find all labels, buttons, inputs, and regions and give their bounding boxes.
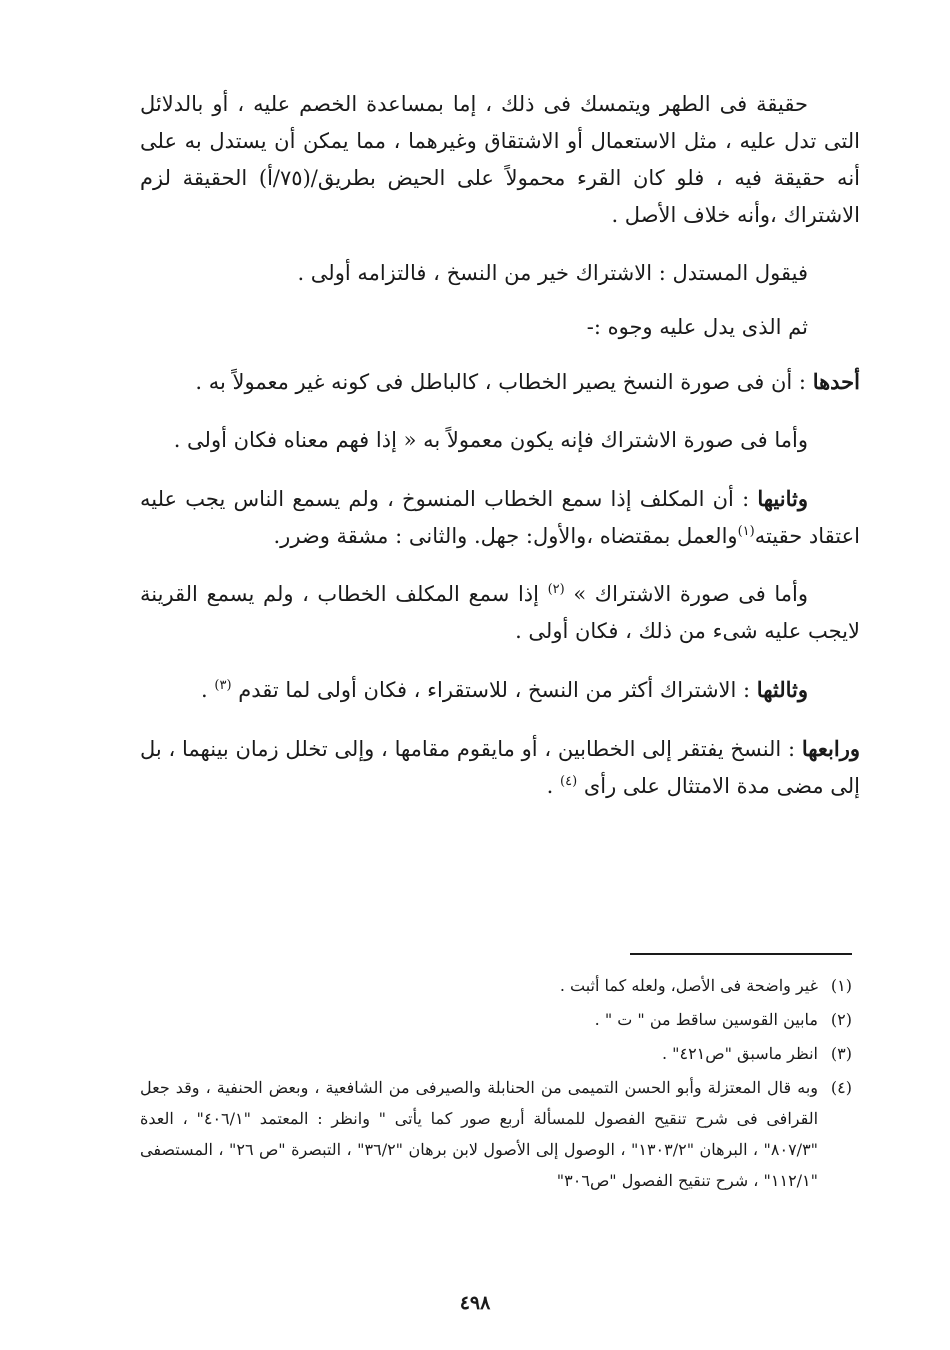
footnote-2-number: (٢) bbox=[830, 1010, 852, 1029]
paragraph-3 bbox=[140, 309, 860, 346]
paragraph-5 bbox=[140, 422, 860, 459]
footnote-4-number: (٤) bbox=[830, 1078, 852, 1097]
footnote-3-text: انظر ماسبق "ص٤٢١" . bbox=[661, 1044, 818, 1063]
footnote-2-text: مابين القوسين ساقط من " ت " . bbox=[594, 1010, 818, 1029]
footnote-ref-1[interactable]: (١) bbox=[737, 524, 755, 539]
paragraph-2 bbox=[140, 255, 860, 292]
paragraph-7-text-b: إذا سمع المكلف الخطاب ، ولم يسمع القرينة لايجب عليه شىء من ذلك ، فكان أولى . bbox=[140, 582, 860, 643]
paragraph-6 bbox=[140, 480, 860, 555]
paragraph-8-text: : الاشتراك أكثر من النسخ ، للاستقراء ، فكان أولى لما تقدم bbox=[231, 678, 757, 702]
footnote-ref-3[interactable]: (٣) bbox=[214, 678, 232, 693]
paragraph-1-text: حقيقة فى الطهر ويتمسك فى ذلك ، إما بمساعدة الخصم عليه ، أو بالدلائل التى تدل عليه ، مثل الاستعمال أو الاشتقاق وغيرهما ، مما يمكن أن يستدل به على أنه حقيقة فيه ، فلو كان القرء محمولاً على الحيض بطريق/(٧٥/أ) الحقيقة لزم الاشتراك ،وأنه خلاف الأصل . bbox=[140, 92, 860, 227]
footnote-4 bbox=[140, 1072, 852, 1196]
paragraph-1 bbox=[140, 86, 860, 234]
paragraph-3-text: ثم الذى يدل عليه وجوه :- bbox=[586, 315, 808, 339]
paragraph-8-end: . bbox=[201, 678, 215, 702]
footnotes bbox=[140, 970, 852, 1199]
paragraph-9 bbox=[140, 730, 860, 805]
footnote-1-number: (١) bbox=[830, 976, 852, 995]
paragraph-4-lead: أحدها bbox=[812, 369, 860, 394]
paragraph-9-lead: ورابعها bbox=[801, 736, 860, 761]
paragraph-9-end: . bbox=[546, 774, 561, 798]
footnote-ref-4[interactable]: (٤) bbox=[560, 774, 578, 789]
paragraph-6-text-b: والعمل بمقتضاه ،والأول: جهل. والثانى : مشقة وضرر. bbox=[273, 524, 738, 548]
paragraph-4 bbox=[140, 363, 860, 401]
footnote-3-number: (٣) bbox=[830, 1044, 852, 1063]
paragraph-6-lead: وثانيها bbox=[757, 486, 808, 511]
page-number: ٤٩٨ bbox=[459, 1292, 491, 1314]
footnote-2 bbox=[140, 1004, 852, 1035]
main-text bbox=[140, 86, 860, 826]
footnote-divider bbox=[630, 953, 852, 955]
paragraph-5-text: وأما فى صورة الاشتراك فإنه يكون معمولاً به « إذا فهم معناه فكان أولى . bbox=[173, 428, 808, 452]
footnote-3 bbox=[140, 1038, 852, 1069]
footnote-1-text: غير واضحة فى الأصل، ولعله كما أثبت . bbox=[559, 976, 818, 995]
paragraph-2-text: فيقول المستدل : الاشتراك خير من النسخ ، فالتزامه أولى . bbox=[297, 261, 808, 285]
paragraph-9-text: : النسخ يفتقر إلى الخطابين ، أو مايقوم مقامها ، وإلى تخلل زمان بينهما ، بل إلى مضى مدة الامتثال على رأى bbox=[140, 737, 860, 798]
footnote-ref-2[interactable]: (٢) bbox=[547, 582, 565, 597]
paragraph-4-text: : أن فى صورة النسخ يصير الخطاب ، كالباطل فى كونه غير معمولاً به . bbox=[195, 370, 813, 394]
footnote-4-text: وبه قال المعتزلة وأبو الحسن التميمى من الحنابلة والصيرفى من الشافعية ، وبعض الحنفية ، وقد جعل القرافى فى شرح تنقيح الفصول للمسألة أربع صور كما يأتى " وانظر : المعتمد "٤٠٦/١" ، العدة "٨٠٧/٣" ، البرهان "١٣٠٣/٢" ، الوصول إلى الأصول لابن برهان "٣٦/٢" ، التبصرة "ص ٢٦" ، المستصفى "١١٢/١" ، شرح تنقيح الفصول "ص٣٠٦" bbox=[140, 1078, 819, 1190]
paragraph-7 bbox=[140, 576, 860, 650]
paragraph-8 bbox=[140, 671, 860, 709]
paragraph-6-text-a: : أن المكلف إذا سمع الخطاب المنسوخ ، ولم يسمع الناس يجب عليه اعتقاد حقيته bbox=[140, 487, 860, 548]
footnote-1 bbox=[140, 970, 852, 1001]
paragraph-8-lead: وثالثها bbox=[756, 677, 808, 702]
paragraph-7-text-a: وأما فى صورة الاشتراك » bbox=[564, 582, 809, 606]
